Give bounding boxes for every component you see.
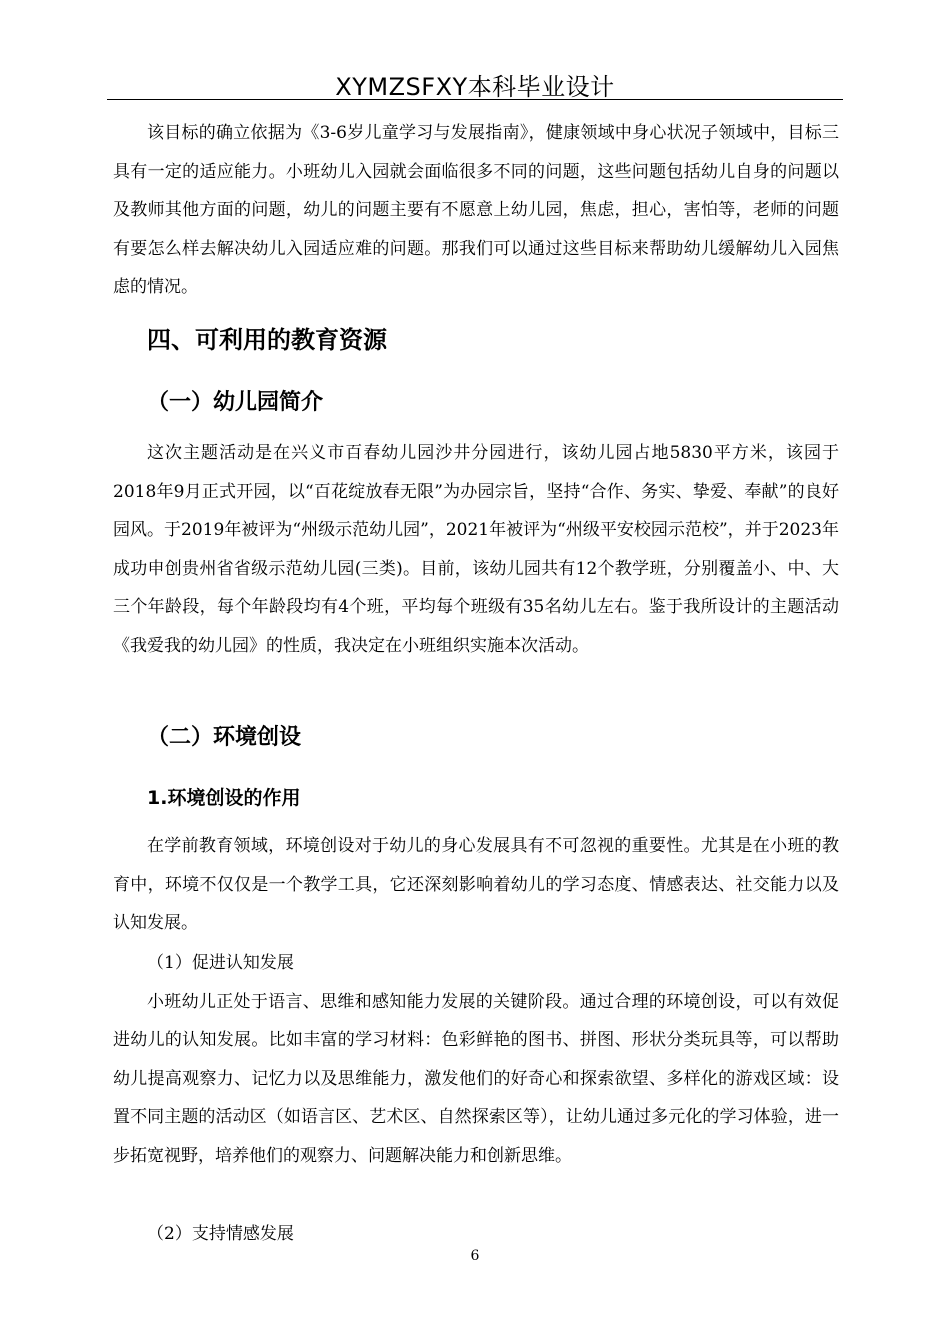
cognitive-paragraph: 小班幼儿正处于语言、思维和感知能力发展的关键阶段。通过合理的环境创设，可以有效促进幼儿的认知发展。比如丰富的学习材料：色彩鲜艳的图书、拼图、形状分类玩具等，可以帮助幼儿提高观察力、记忆力以及思维能力，激发他们的好奇心和探索欲望、多样化的游戏区域：设置不同主题的活动区（如语言区、艺术区、自然探索区等），让幼儿通过多元化的学习体验，进一步拓宽视野，培养他们的观察力、问题解决能力和创新思维。: [113, 991, 839, 1166]
section-heading: 四、可利用的教育资源: [147, 326, 387, 354]
point-heading-cognitive: （1）促进认知发展: [147, 953, 294, 973]
intro-paragraph: 该目标的确立依据为《3-6岁儿童学习与发展指南》，健康领域中身心状况子领域中，目标三具有一定的适应能力。小班幼儿入园就会面临很多不同的问题，这些问题包括幼儿自身的问题以及教师其他方面的问题，幼儿的问题主要有不愿意上幼儿园，焦虑，担心，害怕等，老师的问题有要怎么样去解决幼儿入园适应难的问题。那我们可以通过这些目标来帮助幼儿缓解幼儿入园焦虑的情况。: [113, 123, 839, 298]
sub-sub-heading-environment-role: 1.环境创设的作用: [147, 787, 301, 809]
subsection-heading-environment: （二）环境创设: [147, 725, 302, 750]
point-heading-emotional: （2）支持情感发展: [147, 1223, 294, 1244]
kindergarten-paragraph: 这次主题活动是在兴义市百春幼儿园沙井分园进行，该幼儿园占地5830平方米，该园于2018年9月正式开园，以“百花绽放春无限”为办园宗旨，坚持“合作、务实、挚爱、奉献”的良好园风。于2019年被评为“州级示范幼儿园”，2021年被评为“州级平安校园示范校”，并于2023年成功申创贵州省省级示范幼儿园(三类)。目前，该幼儿园共有12个教学班，分别覆盖小、中、大三个年龄段，每个年龄段均有4个班，平均每个班级有35名幼儿左右。鉴于我所设计的主题活动《我爱我的幼儿园》的性质，我决定在小班组织实施本次活动。: [113, 443, 839, 656]
header-divider: [107, 99, 843, 100]
subsection-heading-kindergarten: （一）幼儿园简介: [147, 390, 324, 415]
document-body: [113, 114, 839, 1253]
page-number: 6: [470, 1248, 480, 1264]
environment-paragraph: 在学前教育领域，环境创设对于幼儿的身心发展具有不可忽视的重要性。尤其是在小班的教育中，环境不仅仅是一个教学工具，它还深刻影响着幼儿的学习态度、情感表达、社交能力以及认知发展。: [113, 836, 839, 934]
page-header-title: XYMZSFXY本科毕业设计: [335, 73, 615, 101]
